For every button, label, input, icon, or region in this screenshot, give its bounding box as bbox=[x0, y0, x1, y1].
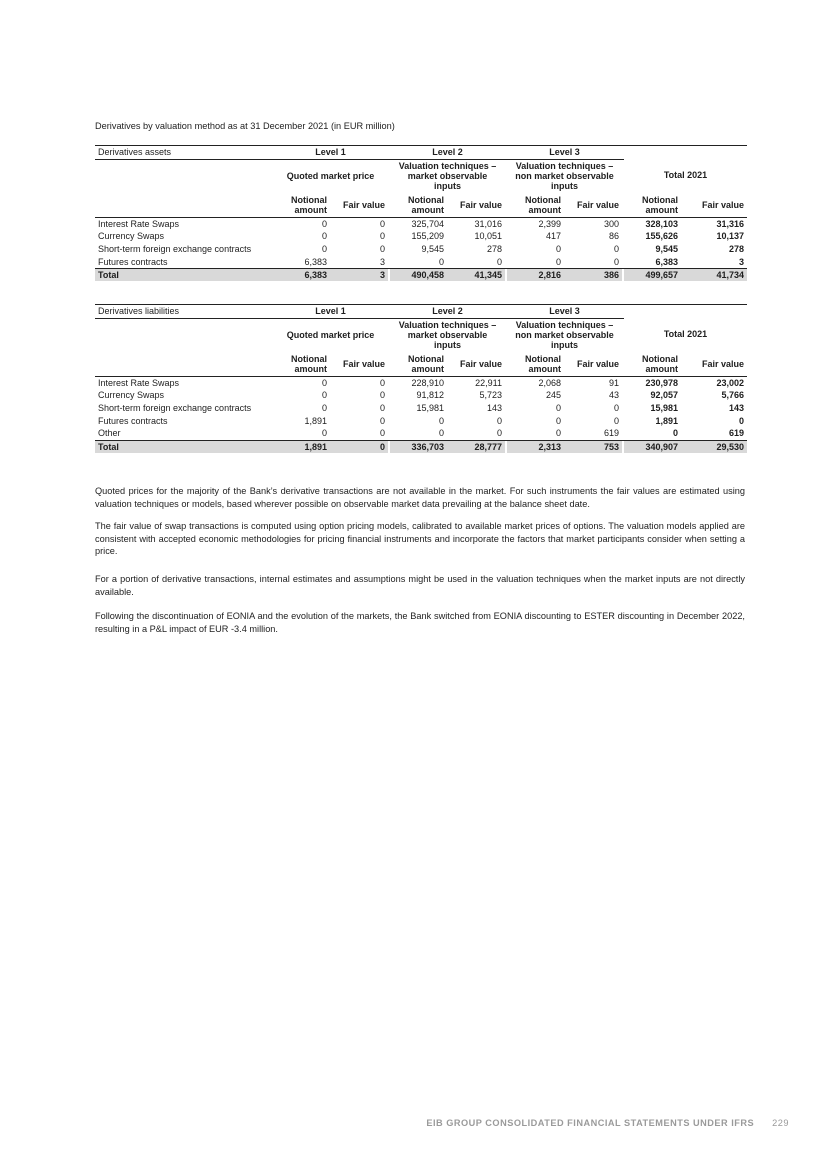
level1-header: Level 1 bbox=[273, 146, 388, 160]
table-cell: 9,545 bbox=[655, 244, 678, 254]
fair-value-header: Fair value bbox=[681, 193, 747, 218]
total-row bbox=[95, 441, 747, 454]
total-header: Total 2021 bbox=[663, 329, 708, 340]
table-cell: 619 bbox=[728, 428, 744, 439]
total-cell: 3 bbox=[330, 269, 388, 282]
fair-value-header: Fair value bbox=[330, 193, 388, 218]
level1-method: Quoted market price bbox=[286, 329, 375, 340]
page-number: 229 bbox=[772, 1118, 789, 1128]
table-row bbox=[95, 376, 747, 389]
level-header-row bbox=[95, 305, 747, 319]
total-cell: 29,530 bbox=[681, 441, 747, 454]
table-cell: 6,383 bbox=[655, 256, 678, 267]
row-label: Other bbox=[98, 428, 121, 439]
table-cell: 1,891 bbox=[304, 415, 327, 426]
fair-value-header: Fair value bbox=[330, 352, 388, 377]
total-cell: 6,383 bbox=[273, 269, 330, 282]
table-cell: 2,068 bbox=[538, 377, 561, 388]
derivatives-liabilities-table bbox=[95, 304, 747, 453]
level3-method: Valuation techniques – non market observable inputs bbox=[515, 319, 614, 350]
table-cell: 328,103 bbox=[645, 218, 678, 229]
table-cell: 0 bbox=[555, 256, 561, 267]
table-cell: 5,723 bbox=[479, 390, 502, 401]
table-cell: 0 bbox=[438, 415, 444, 426]
table-row bbox=[95, 230, 747, 243]
table-cell: 23,002 bbox=[716, 377, 744, 388]
notional-header: Notional amount bbox=[390, 352, 447, 377]
table-cell: 3 bbox=[738, 256, 744, 267]
table-cell: 0 bbox=[321, 244, 327, 254]
table-cell: 10,137 bbox=[716, 231, 744, 242]
table-row bbox=[95, 217, 747, 230]
table-cell: 0 bbox=[496, 428, 502, 439]
total-row bbox=[95, 269, 747, 282]
table-cell: 92,057 bbox=[650, 390, 678, 401]
fair-value-header: Fair value bbox=[564, 352, 622, 377]
table-cell: 6,383 bbox=[304, 256, 327, 267]
table-cell: 0 bbox=[321, 390, 327, 401]
table-cell: 0 bbox=[321, 403, 327, 413]
row-label: Short-term foreign exchange contracts bbox=[98, 244, 252, 254]
total-cell: 499,657 bbox=[624, 269, 681, 282]
row-label: Currency Swaps bbox=[98, 231, 165, 242]
fair-value-header: Fair value bbox=[447, 193, 505, 218]
table-cell: 0 bbox=[555, 415, 561, 426]
paragraph: Following the discontinuation of EONIA and the evolution of the markets, the Bank switched from EONIA discounting to ESTER discounting in December 2022, resulting in a P&L impact of EUR -3.4 million. bbox=[95, 611, 745, 634]
table-cell: 0 bbox=[672, 428, 678, 439]
table-cell: 0 bbox=[555, 244, 561, 254]
table-cell: 278 bbox=[728, 244, 744, 254]
table-cell: 155,209 bbox=[411, 231, 444, 242]
total-cell: 753 bbox=[564, 441, 622, 454]
notional-header: Notional amount bbox=[273, 352, 330, 377]
row-label: Currency Swaps bbox=[98, 390, 165, 401]
table-cell: 417 bbox=[545, 231, 561, 242]
table-cell: 143 bbox=[486, 403, 502, 413]
level3-method: Valuation techniques – non market observable inputs bbox=[515, 160, 614, 191]
table-cell: 0 bbox=[321, 377, 327, 388]
table-cell: 0 bbox=[496, 256, 502, 267]
table-cell: 230,978 bbox=[645, 377, 678, 388]
derivatives-assets-table bbox=[95, 145, 747, 281]
row-label: Short-term foreign exchange contracts bbox=[98, 403, 252, 413]
table-caption: Derivatives by valuation method as at 31 December 2021 (in EUR million) bbox=[95, 121, 395, 131]
column-header-row bbox=[95, 193, 747, 218]
notional-header: Notional amount bbox=[624, 193, 681, 218]
notional-header: Notional amount bbox=[507, 352, 564, 377]
notional-header: Notional amount bbox=[390, 193, 447, 218]
row-label: Total bbox=[95, 269, 273, 282]
level3-header: Level 3 bbox=[507, 305, 622, 319]
table-cell: 0 bbox=[613, 256, 619, 267]
total-cell: 2,313 bbox=[507, 441, 564, 454]
level2-header: Level 2 bbox=[390, 305, 505, 319]
total-cell: 41,734 bbox=[681, 269, 747, 282]
table-cell: 15,981 bbox=[650, 403, 678, 413]
table-cell: 0 bbox=[379, 218, 385, 229]
table-cell: 0 bbox=[321, 218, 327, 229]
table-row bbox=[95, 415, 747, 428]
table-cell: 43 bbox=[608, 390, 619, 401]
table-cell: 325,704 bbox=[411, 218, 444, 229]
table-cell: 619 bbox=[603, 428, 619, 439]
table-cell: 0 bbox=[379, 244, 385, 254]
table-cell: 9,545 bbox=[421, 244, 444, 254]
level-header-row bbox=[95, 146, 747, 160]
table-cell: 31,016 bbox=[474, 218, 502, 229]
level1-header: Level 1 bbox=[273, 305, 388, 319]
table-cell: 15,981 bbox=[416, 403, 444, 413]
table-cell: 0 bbox=[321, 428, 327, 439]
level2-method: Valuation techniques – market observable inputs bbox=[398, 160, 497, 191]
table-cell: 245 bbox=[545, 390, 561, 401]
total-cell: 1,891 bbox=[273, 441, 330, 454]
table-cell: 91 bbox=[608, 377, 619, 388]
table-cell: 143 bbox=[728, 403, 744, 413]
total-cell: 336,703 bbox=[390, 441, 447, 454]
table-cell: 10,051 bbox=[474, 231, 502, 242]
table-cell: 300 bbox=[603, 218, 619, 229]
table-cell: 0 bbox=[379, 390, 385, 401]
level3-header: Level 3 bbox=[507, 146, 622, 160]
row-label: Interest Rate Swaps bbox=[98, 218, 180, 229]
table-cell: 0 bbox=[613, 415, 619, 426]
notional-header: Notional amount bbox=[624, 352, 681, 377]
table-cell: 0 bbox=[555, 428, 561, 439]
table-cell: 0 bbox=[379, 231, 385, 242]
total-cell: 0 bbox=[330, 441, 388, 454]
column-header-row bbox=[95, 352, 747, 377]
table-cell: 22,911 bbox=[475, 377, 502, 388]
fair-value-header: Fair value bbox=[681, 352, 747, 377]
fair-value-header: Fair value bbox=[564, 193, 622, 218]
table-row bbox=[95, 402, 747, 415]
table-cell: 0 bbox=[379, 428, 385, 439]
table-cell: 0 bbox=[613, 244, 619, 254]
fair-value-header: Fair value bbox=[447, 352, 505, 377]
table-cell: 2,399 bbox=[538, 218, 561, 229]
table-cell: 228,910 bbox=[411, 377, 444, 388]
table-row bbox=[95, 427, 747, 440]
method-header-row bbox=[95, 159, 747, 193]
table-cell: 0 bbox=[379, 377, 385, 388]
table-title: Derivatives assets bbox=[95, 146, 273, 160]
table-cell: 0 bbox=[555, 403, 561, 413]
total-cell: 490,458 bbox=[390, 269, 447, 282]
paragraph: The fair value of swap transactions is computed using option pricing models, calibrated to available market prices of options. The valuation models applied are consistent with accepted economic methodologies for pricing financial instruments and incorporate the factors that market participants consider when setting a price. bbox=[95, 521, 745, 557]
paragraph: For a portion of derivative transactions, internal estimates and assumptions might be used in the valuation techniques when the market inputs are not directly available. bbox=[95, 574, 745, 597]
paragraph: Quoted prices for the majority of the Bank’s derivative transactions are not available in the market. For such instruments the fair values are estimated using valuation techniques or models, based wherever possible on observable market data prevailing at the balance sheet date. bbox=[95, 486, 745, 509]
total-cell: 41,345 bbox=[447, 269, 505, 282]
footer-title: EIB GROUP CONSOLIDATED FINANCIAL STATEMENTS UNDER IFRS bbox=[426, 1118, 755, 1128]
total-header: Total 2021 bbox=[663, 170, 708, 181]
table-cell: 0 bbox=[738, 415, 744, 426]
level2-method: Valuation techniques – market observable inputs bbox=[398, 319, 497, 350]
row-label: Futures contracts bbox=[98, 256, 168, 267]
table-cell: 278 bbox=[486, 244, 502, 254]
table-cell: 0 bbox=[321, 231, 327, 242]
table-row bbox=[95, 256, 747, 269]
level1-method: Quoted market price bbox=[286, 170, 375, 181]
table-cell: 0 bbox=[379, 415, 385, 426]
row-label: Interest Rate Swaps bbox=[98, 377, 180, 388]
table-cell: 86 bbox=[608, 231, 619, 242]
page-footer bbox=[426, 1118, 789, 1128]
level2-header: Level 2 bbox=[390, 146, 505, 160]
table-cell: 0 bbox=[438, 428, 444, 439]
table-row bbox=[95, 243, 747, 256]
notional-header: Notional amount bbox=[507, 193, 564, 218]
table-cell: 155,626 bbox=[645, 231, 678, 242]
total-cell: 2,816 bbox=[507, 269, 564, 282]
table-cell: 0 bbox=[438, 256, 444, 267]
total-cell: 28,777 bbox=[447, 441, 505, 454]
notional-header: Notional amount bbox=[273, 193, 330, 218]
table-cell: 0 bbox=[379, 403, 385, 413]
table-cell: 0 bbox=[613, 403, 619, 413]
table-cell: 3 bbox=[379, 256, 385, 267]
row-label: Futures contracts bbox=[98, 415, 168, 426]
method-header-row bbox=[95, 318, 747, 352]
table-cell: 1,891 bbox=[655, 415, 678, 426]
table-row bbox=[95, 389, 747, 402]
table-cell: 91,812 bbox=[416, 390, 444, 401]
total-cell: 340,907 bbox=[624, 441, 681, 454]
table-cell: 5,766 bbox=[721, 390, 744, 401]
table-title: Derivatives liabilities bbox=[95, 305, 273, 319]
total-cell: 386 bbox=[564, 269, 622, 282]
table-cell: 31,316 bbox=[716, 218, 744, 229]
table-cell: 0 bbox=[496, 415, 502, 426]
row-label: Total bbox=[95, 441, 273, 454]
